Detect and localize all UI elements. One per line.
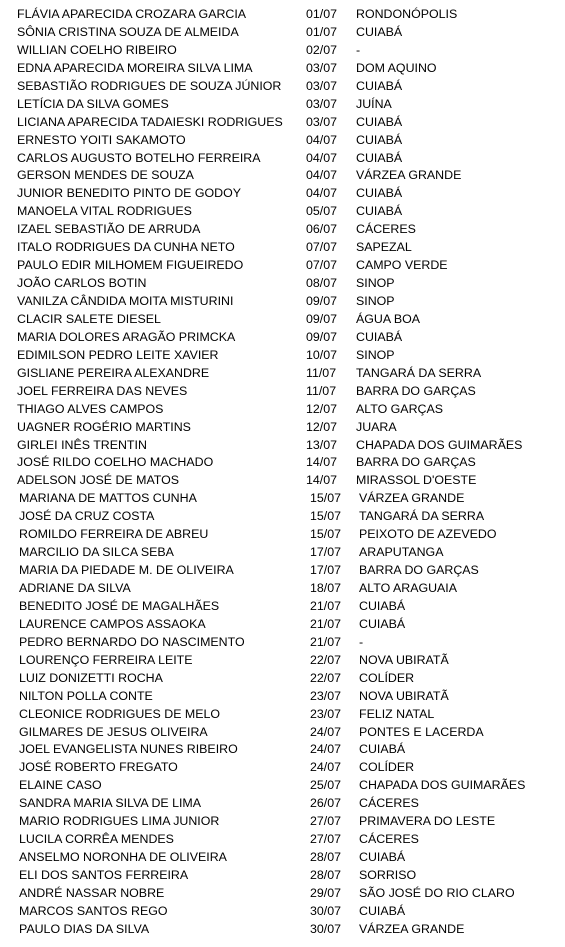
birth-date: 28/07 (310, 850, 342, 865)
birth-date: 04/07 (306, 186, 338, 201)
person-name: EDIMILSON PEDRO LEITE XAVIER (17, 347, 219, 362)
birth-date: 30/07 (310, 921, 342, 936)
birthday-list (0, 6, 565, 939)
city-name: COLÍDER (359, 670, 415, 685)
city-name: JUARA (356, 419, 397, 434)
birth-date: 24/07 (310, 724, 342, 739)
birth-date: 15/07 (310, 491, 342, 506)
list-item (0, 759, 565, 777)
birth-date: 21/07 (310, 634, 342, 649)
list-item (0, 616, 565, 634)
city-name: PEIXOTO DE AZEVEDO (359, 527, 497, 542)
city-name: SORRISO (359, 868, 417, 882)
person-name: PAULO EDIR MILHOMEM FIGUEIREDO (17, 258, 244, 273)
city-name: CUIABÁ (356, 24, 403, 39)
list-item (0, 795, 565, 813)
birth-date: 07/07 (306, 240, 338, 255)
city-name: CAMPO VERDE (356, 258, 448, 273)
list-item (0, 347, 565, 365)
birth-date: 18/07 (310, 581, 342, 595)
person-name: FLÁVIA APARECIDA CROZARA GARCIA (17, 7, 247, 21)
person-name: JOÃO CARLOS BOTIN (17, 276, 147, 291)
person-name: JUNIOR BENEDITO PINTO DE GODOY (17, 186, 241, 201)
birth-date: 15/07 (310, 527, 342, 542)
birth-date: 07/07 (306, 258, 338, 273)
birth-date: 04/07 (306, 168, 338, 183)
birth-date: 15/07 (310, 509, 342, 524)
birth-date: 11/07 (306, 383, 337, 398)
birth-date: 23/07 (310, 688, 342, 703)
city-name: SINOP (356, 294, 395, 308)
list-item (0, 688, 565, 706)
person-name: ELAINE CASO (19, 778, 102, 793)
city-name: SINOP (356, 347, 395, 362)
person-name: PEDRO BERNARDO DO NASCIMENTO (19, 634, 245, 649)
city-name: VÁRZEA GRANDE (359, 491, 465, 506)
person-name: JOEL EVANGELISTA NUNES RIBEIRO (19, 742, 238, 757)
city-name: ARAPUTANGA (359, 545, 444, 560)
city-name: CÁCERES (359, 832, 419, 847)
person-name: WILLIAN COELHO RIBEIRO (17, 42, 177, 57)
city-name: VÁRZEA GRANDE (359, 921, 465, 936)
city-name: JUÍNA (356, 96, 392, 111)
person-name: SEBASTIÃO RODRIGUES DE SOUZA JÚNIOR (17, 78, 282, 93)
birth-date: 23/07 (310, 706, 342, 721)
city-name: CÁCERES (356, 222, 416, 237)
list-item (0, 562, 565, 580)
list-item (0, 724, 565, 742)
list-item (0, 203, 565, 221)
city-name: CUIABÁ (356, 329, 403, 344)
birth-date: 03/07 (306, 78, 338, 93)
birth-date: 21/07 (310, 616, 342, 631)
birth-date: 14/07 (306, 455, 338, 470)
list-item (0, 831, 565, 849)
birth-date: 11/07 (306, 365, 337, 380)
list-item (0, 401, 565, 419)
person-name: ANSELMO NORONHA DE OLIVEIRA (19, 850, 227, 865)
city-name: SINOP (356, 276, 395, 291)
list-item (0, 275, 565, 293)
city-name: CÁCERES (359, 796, 419, 811)
list-item (0, 42, 565, 60)
list-item (0, 437, 565, 455)
person-name: LETÍCIA DA SILVA GOMES (17, 96, 169, 111)
person-name: SÔNIA CRISTINA SOUZA DE ALMEIDA (17, 24, 239, 39)
city-name: CHAPADA DOS GUIMARÃES (356, 437, 523, 452)
person-name: BENEDITO JOSÉ DE MAGALHÃES (19, 598, 220, 613)
person-name: NILTON POLLA CONTE (19, 688, 153, 703)
city-name: ALTO ARAGUAIA (359, 581, 458, 595)
list-item (0, 526, 565, 544)
list-item (0, 454, 565, 472)
city-name: RONDONÓPOLIS (356, 7, 458, 21)
person-name: ELI DOS SANTOS FERREIRA (19, 868, 189, 882)
birth-date: 01/07 (306, 7, 338, 21)
birth-date: 05/07 (306, 204, 338, 219)
city-name: VÁRZEA GRANDE (356, 168, 462, 183)
birth-date: 09/07 (306, 329, 338, 344)
person-name: LAURENCE CAMPOS ASSAOKA (19, 616, 206, 631)
person-name: GISLIANE PEREIRA ALEXANDRE (17, 365, 210, 380)
birth-date: 28/07 (310, 868, 342, 882)
person-name: JOSÉ RILDO COELHO MACHADO (17, 455, 214, 470)
person-name: VANILZA CÂNDIDA MOITA MISTURINI (17, 294, 234, 308)
city-name: BARRA DO GARÇAS (356, 383, 476, 398)
person-name: LOURENÇO FERREIRA LEITE (19, 652, 193, 667)
person-name: LUIZ DONIZETTI ROCHA (19, 670, 163, 685)
list-item (0, 885, 565, 903)
person-name: CLACIR SALETE DIESEL (17, 311, 161, 326)
person-name: CARLOS AUGUSTO BOTELHO FERREIRA (17, 150, 261, 165)
city-name: - (356, 42, 361, 57)
birth-date: 17/07 (310, 563, 342, 578)
birth-date: 06/07 (306, 222, 338, 237)
city-name: NOVA UBIRATÃ (359, 688, 449, 703)
city-name: TANGARÁ DA SERRA (356, 365, 482, 380)
person-name: ANDRÉ NASSAR NOBRE (19, 885, 165, 900)
person-name: JOSÉ ROBERTO FREGATO (19, 760, 178, 775)
birth-date: 27/07 (310, 814, 342, 829)
list-item (0, 419, 565, 437)
city-name: ALTO GARÇAS (356, 401, 443, 416)
birth-date: 26/07 (310, 796, 342, 811)
city-name: TANGARÁ DA SERRA (359, 509, 485, 524)
list-item (0, 544, 565, 562)
person-name: MARCOS SANTOS REGO (19, 903, 168, 918)
birth-date: 08/07 (306, 276, 338, 291)
person-name: ADELSON JOSÉ DE MATOS (17, 473, 180, 488)
city-name: CHAPADA DOS GUIMARÃES (359, 778, 526, 793)
person-name: MARIA DOLORES ARAGÃO PRIMCKA (17, 329, 236, 344)
list-item (0, 849, 565, 867)
person-name: PAULO DIAS DA SILVA (19, 921, 150, 936)
person-name: UAGNER ROGÉRIO MARTINS (17, 419, 191, 434)
list-item (0, 508, 565, 526)
city-name: ÁGUA BOA (356, 311, 421, 326)
birth-date: 29/07 (310, 885, 342, 900)
list-item (0, 24, 565, 42)
birth-date: 13/07 (306, 437, 338, 452)
person-name: MARIANA DE MATTOS CUNHA (19, 491, 197, 506)
list-item (0, 365, 565, 383)
city-name: CUIABÁ (356, 150, 403, 165)
list-item (0, 580, 565, 598)
person-name: MARIA DA PIEDADE M. DE OLIVEIRA (19, 563, 234, 578)
birth-date: 10/07 (306, 347, 338, 362)
city-name: CUIABÁ (359, 616, 406, 631)
list-item (0, 634, 565, 652)
list-item (0, 867, 565, 885)
birth-date: 03/07 (306, 96, 338, 111)
person-name: LUCILA CORRÊA MENDES (19, 832, 174, 847)
person-name: ADRIANE DA SILVA (19, 581, 131, 595)
list-item (0, 490, 565, 508)
person-name: MANOELA VITAL RODRIGUES (17, 204, 192, 219)
birth-date: 25/07 (310, 778, 342, 793)
list-item (0, 257, 565, 275)
birth-date: 30/07 (310, 903, 342, 918)
list-item (0, 329, 565, 347)
list-item (0, 185, 565, 203)
person-name: LICIANA APARECIDA TADAIESKI RODRIGUES (17, 114, 283, 129)
birth-date: 24/07 (310, 760, 342, 775)
list-item (0, 741, 565, 759)
city-name: CUIABÁ (359, 742, 406, 757)
person-name: GERSON MENDES DE SOUZA (17, 168, 194, 183)
person-name: JOSÉ DA CRUZ COSTA (19, 509, 155, 524)
list-item (0, 150, 565, 168)
birth-date: 12/07 (306, 419, 338, 434)
birth-date: 22/07 (310, 670, 342, 685)
list-item (0, 293, 565, 311)
list-item (0, 598, 565, 616)
birth-date: 24/07 (310, 742, 342, 757)
city-name: NOVA UBIRATÃ (359, 652, 449, 667)
city-name: CUIABÁ (356, 132, 403, 147)
list-item (0, 706, 565, 724)
city-name: BARRA DO GARÇAS (359, 563, 479, 578)
city-name: SÃO JOSÉ DO RIO CLARO (359, 885, 515, 900)
person-name: EDNA APARECIDA MOREIRA SILVA LIMA (17, 60, 253, 75)
birth-date: 22/07 (310, 652, 342, 667)
person-name: GIRLEI INÊS TRENTIN (17, 437, 147, 452)
list-item (0, 239, 565, 257)
list-item (0, 921, 565, 939)
person-name: SANDRA MARIA SILVA DE LIMA (19, 796, 202, 811)
list-item (0, 78, 565, 96)
city-name: - (359, 634, 364, 649)
birth-date: 17/07 (310, 545, 342, 560)
city-name: PRIMAVERA DO LESTE (359, 814, 496, 829)
list-item (0, 6, 565, 24)
list-item (0, 114, 565, 132)
city-name: CUIABÁ (359, 903, 406, 918)
list-item (0, 60, 565, 78)
list-item (0, 311, 565, 329)
city-name: PONTES E LACERDA (359, 724, 484, 739)
person-name: JOEL FERREIRA DAS NEVES (17, 383, 188, 398)
birth-date: 09/07 (306, 311, 338, 326)
birth-date: 03/07 (306, 114, 338, 129)
birth-date: 01/07 (306, 24, 338, 39)
city-name: CUIABÁ (359, 598, 406, 613)
birth-date: 04/07 (306, 150, 338, 165)
list-item (0, 813, 565, 831)
list-item (0, 383, 565, 401)
list-item (0, 167, 565, 185)
city-name: COLÍDER (359, 760, 415, 775)
birth-date: 14/07 (306, 473, 338, 488)
list-item (0, 670, 565, 688)
city-name: CUIABÁ (356, 114, 403, 129)
list-item (0, 777, 565, 795)
list-item (0, 903, 565, 921)
person-name: ROMILDO FERREIRA DE ABREU (19, 527, 209, 542)
city-name: DOM AQUINO (356, 60, 437, 75)
birth-date: 03/07 (306, 60, 338, 75)
person-name: ITALO RODRIGUES DA CUNHA NETO (17, 240, 235, 255)
list-item (0, 652, 565, 670)
person-name: THIAGO ALVES CAMPOS (17, 401, 164, 416)
city-name: BARRA DO GARÇAS (356, 455, 476, 470)
city-name: FELIZ NATAL (359, 706, 435, 721)
city-name: CUIABÁ (356, 204, 403, 219)
birth-date: 21/07 (310, 598, 342, 613)
city-name: SAPEZAL (356, 240, 412, 255)
person-name: MARIO RODRIGUES LIMA JUNIOR (19, 814, 220, 829)
birth-date: 04/07 (306, 132, 338, 147)
city-name: CUIABÁ (359, 850, 406, 865)
city-name: CUIABÁ (356, 78, 403, 93)
city-name: MIRASSOL D'OESTE (356, 473, 477, 488)
person-name: IZAEL SEBASTIÃO DE ARRUDA (17, 222, 201, 237)
list-item (0, 132, 565, 150)
list-item (0, 221, 565, 239)
birth-date: 02/07 (306, 42, 338, 57)
list-item (0, 96, 565, 114)
person-name: MARCILIO DA SILCA SEBA (19, 545, 174, 560)
city-name: CUIABÁ (356, 186, 403, 201)
birth-date: 12/07 (306, 401, 338, 416)
birth-date: 09/07 (306, 294, 338, 308)
list-item (0, 472, 565, 490)
person-name: CLEONICE RODRIGUES DE MELO (19, 706, 221, 721)
person-name: GILMARES DE JESUS OLIVEIRA (19, 724, 208, 739)
birth-date: 27/07 (310, 832, 342, 847)
person-name: ERNESTO YOITI SAKAMOTO (17, 132, 186, 147)
